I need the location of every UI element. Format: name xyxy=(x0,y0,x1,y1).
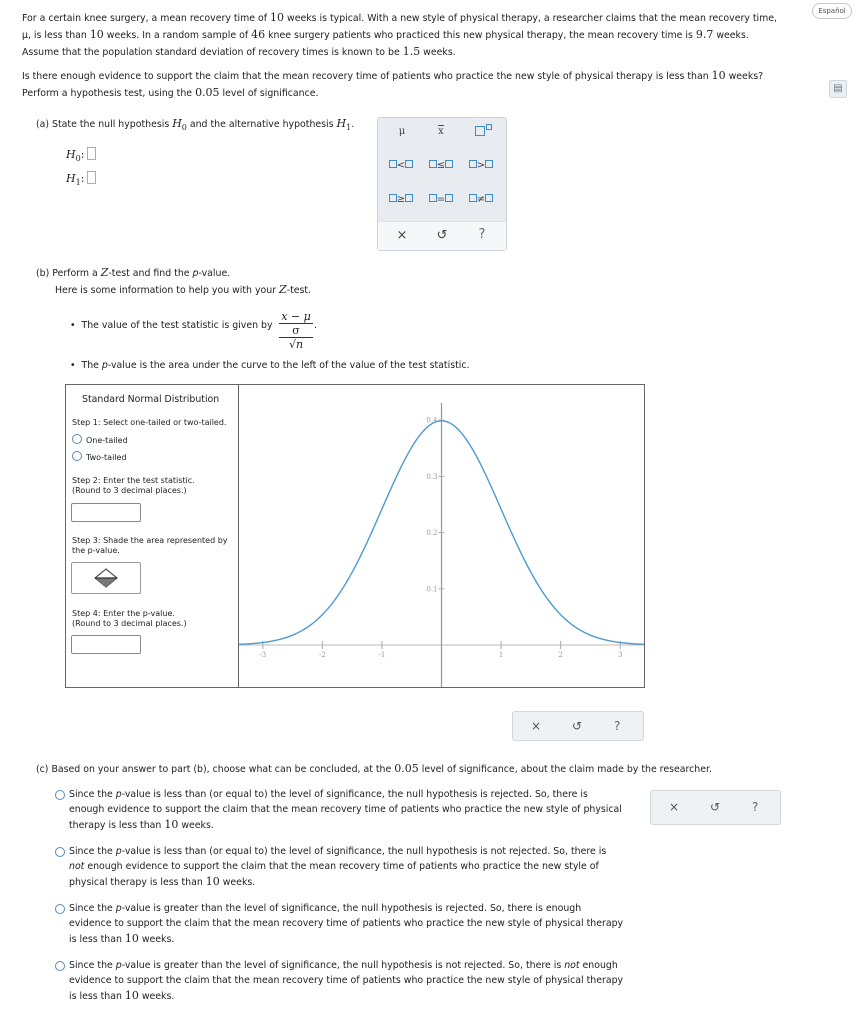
conclusion-option-4[interactable]: Since the p-value is greater than the level of significance, the null hypothesis is not rejected. So, there is not enough evidence to support the claim that the mean recovery time of patients who practice the new style of physical therapy is less than 10 weeks. xyxy=(55,958,655,1004)
x-tick-label: -3 xyxy=(259,651,267,659)
step3-label: Step 3: Shade the area represented by the p-value. xyxy=(72,536,228,555)
greater-than-button[interactable]: > xyxy=(466,160,496,171)
palette-action-bar xyxy=(378,221,506,250)
part-b-action-bar xyxy=(512,711,644,741)
tool-steps-panel xyxy=(66,385,239,687)
h1-input[interactable] xyxy=(87,171,96,184)
problem-statement: For a certain knee surgery, a mean recovery time of 10 weeks is typical. With a new style of physical therapy, a researcher claims that the mean recovery time, μ, is less than 10 weeks. In a random sample of 46 knee surgery patients who practiced this new physical therapy, the mean recovery time is 9.7 weeks. Assume that the population standard deviation of recovery times is known to be 1.5 weeks. xyxy=(22,11,778,58)
normal-curve-chart[interactable] xyxy=(239,385,644,687)
two-tailed-option[interactable]: Two-tailed xyxy=(72,451,127,462)
shade-area-button[interactable] xyxy=(71,562,141,594)
part-c-label: (c) Based on your answer to part (b), choose what can be concluded, at the 0.05 level of significance, about the claim made by the researcher. xyxy=(36,762,712,775)
espanol-button[interactable]: Español xyxy=(812,3,852,19)
part-b-info: Here is some information to help you with your Z-test. xyxy=(55,283,312,296)
x-tick-label: -2 xyxy=(318,651,326,659)
not-equal-button[interactable]: ≠ xyxy=(466,194,496,205)
undo-icon[interactable]: ↺ xyxy=(572,719,583,733)
clear-icon[interactable]: × xyxy=(669,800,680,814)
one-tailed-option[interactable]: One-tailed xyxy=(72,434,128,445)
question-statement: Is there enough evidence to support the claim that the mean recovery time of patients who practice the new style of physical therapy is less than 10 weeks? Perform a hypothesis test, using the 0.05 level of significance. xyxy=(22,69,764,99)
xbar-button[interactable]: $\overline{x}$ xyxy=(438,126,444,137)
p-value-input[interactable] xyxy=(71,635,141,654)
step2-label: Step 2: Enter the test statistic. (Round to 3 decimal places.) xyxy=(72,476,195,495)
x-tick-label: 2 xyxy=(558,651,563,659)
h0-row: $H_0$: xyxy=(66,147,96,163)
superscript-button[interactable] xyxy=(471,124,495,139)
less-than-button[interactable]: < xyxy=(386,160,416,171)
bullet-1: • The value of the test statistic is given by xyxy=(70,320,273,331)
clear-icon[interactable]: × xyxy=(531,719,542,733)
normal-distribution-tool xyxy=(65,384,645,688)
greater-equal-button[interactable]: ≥ xyxy=(386,194,416,205)
part-c-action-bar xyxy=(650,790,781,825)
y-tick-label: 0.4 xyxy=(426,416,438,425)
less-equal-button[interactable]: ≤ xyxy=(426,160,456,171)
conclusion-option-1[interactable]: Since the p-value is less than (or equal to) the level of significance, the null hypothesis is rejected. So, there is enough evidence to support the claim that the mean recovery time of patients who practice the new style of physical therapy is less than 10 weeks. xyxy=(55,787,655,833)
symbol-palette xyxy=(377,117,507,251)
notes-icon[interactable]: ▤ xyxy=(829,80,847,98)
clear-icon[interactable]: × xyxy=(396,228,408,243)
mu-button[interactable]: μ xyxy=(398,126,406,137)
x-tick-label: 3 xyxy=(617,651,623,659)
bullet-2: • The p-value is the area under the curve to the left of the value of the test statistic. xyxy=(70,360,470,371)
x-tick-label: 1 xyxy=(498,651,504,659)
conclusion-option-3[interactable]: Since the p-value is greater than the level of significance, the null hypothesis is rejected. So, there is enough evidence to support the claim that the mean recovery time of patients who practice the new style of physical therapy is less than 10 weeks. xyxy=(55,901,655,947)
y-tick-label: 0.1 xyxy=(426,585,438,594)
test-statistic-formula: x − μ σ √n xyxy=(279,310,313,351)
y-tick-label: 0.2 xyxy=(426,529,438,538)
y-tick-label: 0.3 xyxy=(426,472,438,481)
undo-icon[interactable]: ↺ xyxy=(436,228,448,243)
equals-button[interactable]: = xyxy=(426,194,456,205)
x-tick-label: -1 xyxy=(378,651,386,659)
step4-label: Step 4: Enter the p-value. (Round to 3 decimal places.) xyxy=(72,609,187,628)
part-a-label: (a) State the null hypothesis $H_0$ and the alternative hypothesis $H_1$. xyxy=(36,117,355,132)
help-icon[interactable]: ? xyxy=(478,227,486,242)
part-b-label: (b) Perform a Z-test and find the p-value. xyxy=(36,266,231,279)
tool-title: Standard Normal Distribution xyxy=(82,394,220,405)
test-statistic-input[interactable] xyxy=(71,503,141,522)
h1-row: $H_1$: xyxy=(66,171,96,187)
help-icon[interactable]: ? xyxy=(614,719,621,733)
h0-input[interactable] xyxy=(87,147,96,160)
help-icon[interactable]: ? xyxy=(752,800,759,814)
undo-icon[interactable]: ↺ xyxy=(710,800,721,814)
shade-curve-icon xyxy=(72,563,140,593)
conclusion-option-2[interactable]: Since the p-value is less than (or equal to) the level of significance, the null hypothesis is not rejected. So, there is not enough evidence to support the claim that the mean recovery time of patients who practice the new style of physical therapy is less than 10 weeks. xyxy=(55,844,655,890)
step1-label: Step 1: Select one-tailed or two-tailed. xyxy=(72,418,227,427)
